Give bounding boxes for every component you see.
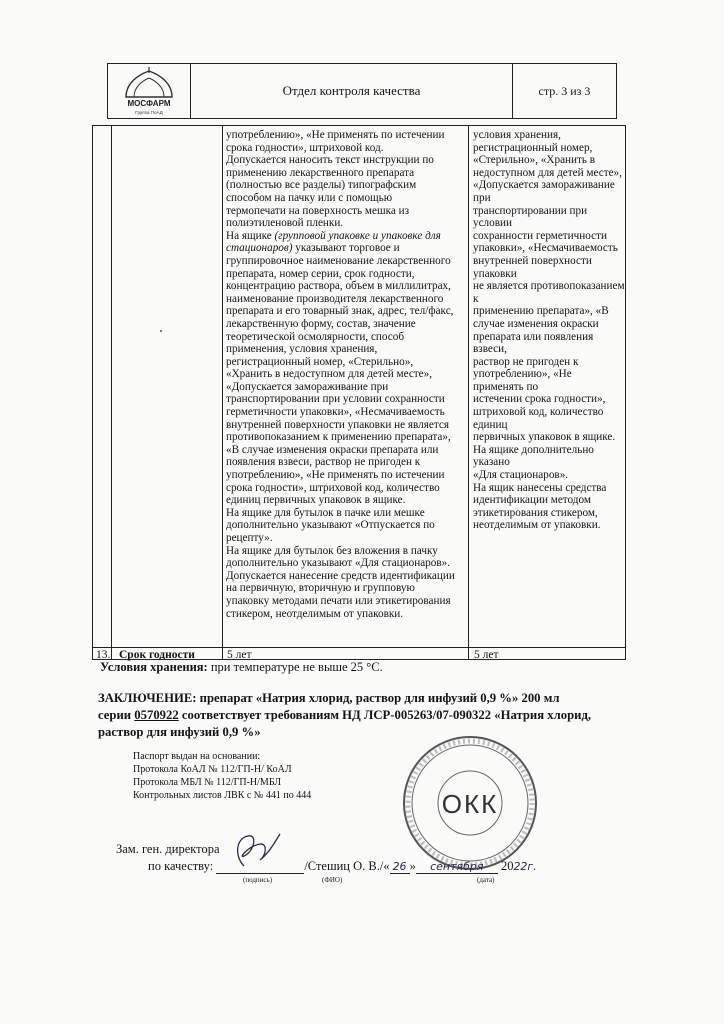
company-logo bbox=[108, 64, 191, 118]
fact-text-line: этикетирования стикером, bbox=[473, 506, 598, 519]
nd-text-line: появления взвеси, раствор не пригоден к bbox=[226, 456, 421, 469]
table-divider bbox=[468, 126, 469, 659]
fact-text-line: раствор не пригоден к bbox=[473, 355, 579, 368]
caption-name: (ФИО) bbox=[322, 876, 343, 884]
nd-text-line: внутренней поверхности упаковки не является bbox=[226, 418, 449, 431]
row-fact-value: 5 лет bbox=[474, 649, 499, 661]
nd-text-line: упаковку методами печати или этикетирования bbox=[226, 594, 451, 607]
basis-line: Протокола МБЛ № 112/ГП-Н/МБЛ bbox=[133, 777, 282, 788]
fact-text-line: упаковки», «Несмачиваемость bbox=[473, 242, 618, 255]
row-nd-value: 5 лет bbox=[227, 649, 252, 661]
fact-text-line: На ящик нанесены средства bbox=[473, 481, 607, 494]
nd-box-italic: (групповой упаковке и упаковке для bbox=[274, 229, 441, 242]
fact-text-line: употреблению», «Не применять по bbox=[473, 368, 572, 393]
svg-text:МОСФАРМ: МОСФАРМ bbox=[127, 99, 171, 108]
conclusion-line-2-rest: соответствует требованиям НД ЛСР-005263/07-090322 «Натрия хлорид, bbox=[178, 708, 592, 722]
stamp-center-text: ОКК bbox=[441, 789, 499, 819]
nd-text-line: употреблению», «Не применять по истечении bbox=[226, 469, 445, 482]
spec-table bbox=[92, 125, 626, 660]
nd-text-line: термопечати на поверхность мешка из bbox=[226, 204, 410, 217]
nd-text-line: стикером, неотделимым от упаковки. bbox=[226, 607, 404, 620]
caption-date: (дата) bbox=[477, 876, 495, 884]
nd-text-line: «В случае изменения окраски препарата или bbox=[226, 443, 439, 456]
nd-text-line: срока годности», штриховой код, количество bbox=[226, 481, 440, 494]
nd-text-line: теоретической осмолярности, способ bbox=[226, 330, 405, 343]
row-parameter: Срок годности bbox=[119, 649, 195, 661]
fact-text-line: препарата или появления взвеси, bbox=[473, 330, 594, 356]
nd-text-line: препарата, номер серии, срок годности, bbox=[226, 267, 415, 280]
nd-text-line: лекарственную форму, состав, значение bbox=[226, 317, 416, 330]
nd-text-line: наименование производителя лекарственного bbox=[226, 292, 444, 305]
table-row-divider bbox=[93, 647, 625, 648]
nd-text-line: дополнительно указывают «Для стационаров». bbox=[226, 557, 451, 570]
nd-text-line: «Хранить в недоступном для детей месте», bbox=[226, 368, 433, 381]
nd-text-line: применению лекарственного препарата bbox=[226, 166, 415, 179]
storage-value: при температуре не выше 25 °С. bbox=[207, 660, 383, 674]
nd-box-italic-2: стационаров) bbox=[226, 242, 293, 255]
table-divider bbox=[222, 126, 223, 659]
nd-text-line: На ящике для бутылок в пачке или мешке bbox=[226, 506, 425, 519]
year-prefix: 20 bbox=[500, 859, 514, 873]
nd-text-line: группировочное наименование лекарственного bbox=[226, 254, 451, 267]
header-title: Отдел контроля качества bbox=[191, 64, 513, 118]
nd-text-line: транспортировании при условии сохранности bbox=[226, 393, 445, 406]
fact-text-line: На ящике дополнительно указано bbox=[473, 443, 594, 469]
signer-role-2: по качеству: bbox=[148, 859, 214, 873]
fact-text-line: неотделимым от упаковки. bbox=[473, 519, 601, 532]
date-day: 26 bbox=[390, 860, 410, 874]
nd-text-line: на первичную, вторичную и групповую bbox=[226, 582, 415, 595]
fact-text-line: идентификации методом bbox=[473, 494, 591, 507]
nd-text-line: Допускается наносить текст инструкции по bbox=[226, 154, 434, 167]
date-quote-close: » bbox=[409, 859, 416, 873]
round-stamp-icon bbox=[400, 733, 540, 873]
nd-text-line: употреблению», «Не применять по истечении bbox=[226, 129, 445, 141]
nd-text-line: герметичности упаковки», «Несмачиваемость bbox=[226, 406, 445, 419]
basis-line: Протокола КоАЛ № 112/ГП-Н/ КоАЛ bbox=[133, 764, 292, 775]
storage-label: Условия хранения: bbox=[100, 660, 208, 674]
table-divider bbox=[111, 126, 112, 659]
signer-role-1: Зам. ген. директора bbox=[116, 842, 220, 856]
document-header bbox=[107, 63, 617, 119]
fact-text-line: случае изменения окраски bbox=[473, 317, 599, 330]
handwritten-signature-icon bbox=[214, 826, 294, 876]
fact-text-line: не является противопоказанием к bbox=[473, 280, 625, 305]
fact-text-line: штриховой код, количество единиц bbox=[473, 406, 604, 431]
conclusion-line-2 bbox=[98, 707, 618, 724]
conclusion bbox=[98, 690, 618, 741]
fact-text-line: недоступном для детей месте», bbox=[473, 166, 622, 179]
year-suffix: 22г. bbox=[513, 860, 537, 873]
basis-line: Контрольных листов ЛВК с № 441 по 444 bbox=[133, 790, 312, 801]
basis-line: Паспорт выдан на основании: bbox=[133, 751, 261, 762]
fact-text-line: «Допускается замораживание при bbox=[473, 179, 615, 204]
mosfarm-logo-icon bbox=[112, 65, 186, 117]
nd-text-line: На ящике для бутылок без вложения в пачку bbox=[226, 544, 438, 557]
fact-text-line: условия хранения, bbox=[473, 129, 561, 141]
signer-name: /Стешиц О. В./ bbox=[304, 859, 384, 873]
fact-text-line: первичных упаковок в ящике. bbox=[473, 431, 616, 444]
fact-text-line: применению препарата», «В bbox=[473, 305, 609, 318]
series-prefix: серии bbox=[98, 708, 135, 722]
conclusion-line-1: ЗАКЛЮЧЕНИЕ: препарат «Натрия хлорид, раствор для инфузий 0,9 %» 200 мл bbox=[98, 691, 560, 705]
caption-signature: (подпись) bbox=[243, 876, 273, 884]
fact-text-line: истечении срока годности», bbox=[473, 393, 606, 406]
nd-text-line: концентрацию раствора, объем в миллилитрах, bbox=[226, 280, 451, 293]
page-number: стр. 3 из 3 bbox=[538, 83, 591, 98]
nd-text-line: дополнительно указывают «Отпускается по bbox=[226, 519, 435, 532]
date-month: сентября bbox=[416, 860, 498, 874]
stray-mark bbox=[160, 330, 162, 332]
fact-text-line: сохранности герметичности bbox=[473, 229, 607, 242]
nd-text-line: полиэтиленовой пленки. bbox=[226, 217, 344, 230]
nd-text-line: Допускается нанесение средств идентификации bbox=[226, 569, 455, 582]
nd-text-line: «Допускается замораживание при bbox=[226, 380, 389, 393]
conclusion-line-3: раствор для инфузий 0,9 %» bbox=[98, 725, 261, 739]
fact-text-line: «Для стационаров». bbox=[473, 469, 569, 482]
nd-text-line: способом на пачку или с помощью bbox=[226, 191, 393, 204]
basis-block bbox=[133, 750, 311, 802]
fact-text-line: регистрационный номер, bbox=[473, 141, 593, 154]
nd-box-label-line bbox=[226, 230, 466, 243]
nd-box-label-line-2 bbox=[226, 242, 466, 255]
nd-box-prefix: На ящике bbox=[226, 229, 275, 242]
storage-conditions bbox=[100, 660, 383, 675]
nd-text-line: рецепту». bbox=[226, 532, 273, 544]
series-number: 0570922 bbox=[134, 708, 179, 722]
nd-box-suffix: указывают торговое и bbox=[292, 242, 400, 255]
nd-text-line: срока годности», штриховой код. bbox=[226, 141, 384, 154]
date-quote-open: « bbox=[383, 859, 390, 873]
svg-text:Группа ПоАД: Группа ПоАД bbox=[135, 110, 163, 115]
row-number: 13. bbox=[96, 649, 111, 661]
nd-text-line: (полностью все разделы) типографским bbox=[226, 179, 417, 192]
fact-text-line: внутренней поверхности упаковки bbox=[473, 254, 592, 280]
fact-text-line: «Стерильно», «Хранить в bbox=[473, 154, 596, 167]
nd-text-line: противопоказанием к применению препарата», bbox=[226, 431, 451, 444]
nd-requirements-cell bbox=[226, 129, 466, 620]
actual-results-cell bbox=[473, 129, 625, 532]
nd-text-line: единиц первичных упаковок в ящике. bbox=[226, 494, 406, 507]
nd-text-line: регистрационный номер, «Стерильно», bbox=[226, 355, 414, 368]
nd-text-line: препарата и его товарный знак, адрес, тел/факс, bbox=[226, 305, 454, 318]
nd-text-line: применения, условия хранения, bbox=[226, 343, 378, 356]
fact-text-line: транспортировании при условии bbox=[473, 204, 588, 230]
